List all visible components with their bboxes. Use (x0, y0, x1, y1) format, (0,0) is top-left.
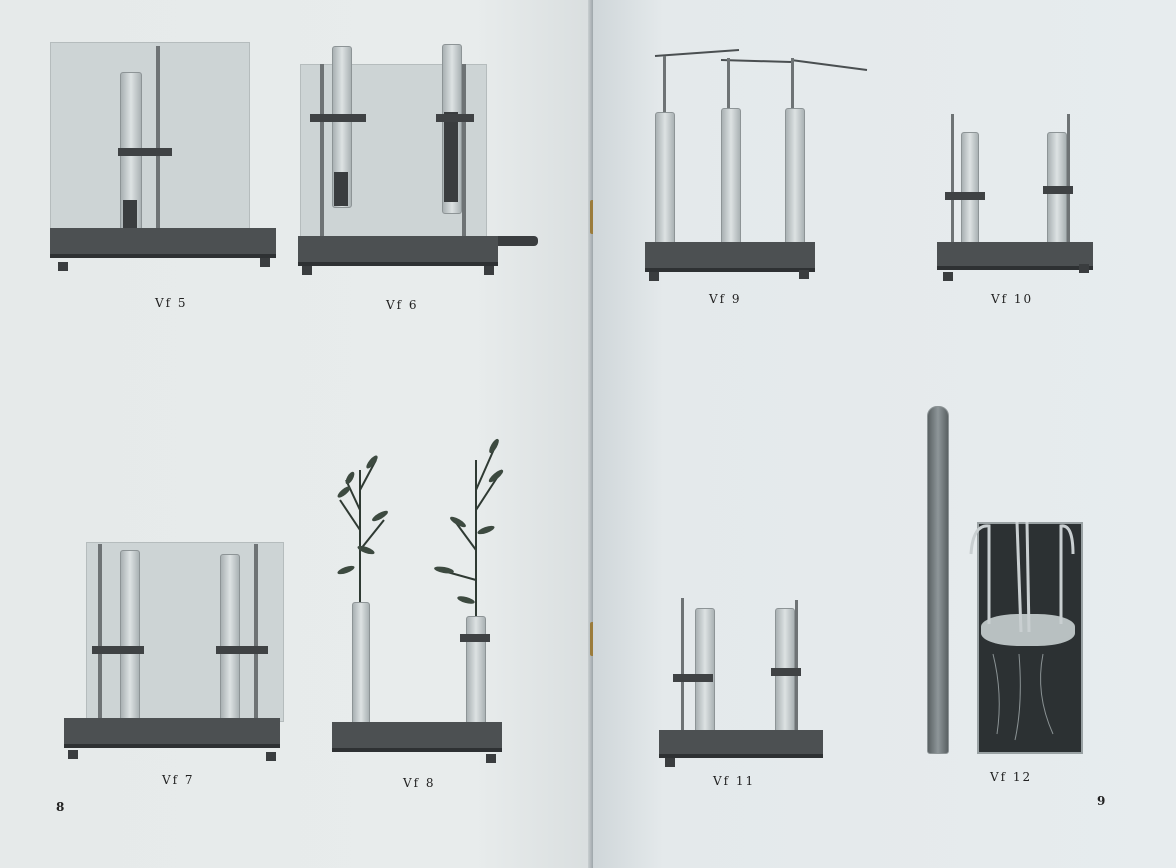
page-number-left: 8 (56, 800, 65, 814)
figure-vf6-photo (296, 42, 541, 282)
caption-vf9: Vf 9 (709, 292, 742, 306)
caption-vf7: Vf 7 (162, 773, 195, 787)
figure-vf11-photo (655, 596, 830, 768)
figure-vf5-photo (48, 40, 278, 280)
figure-vf12-photo (923, 404, 1093, 758)
caption-vf5: Vf 5 (155, 296, 188, 310)
page-number-right: 9 (1097, 794, 1106, 808)
caption-vf11: Vf 11 (713, 774, 756, 788)
figure-vf10-photo (935, 112, 1100, 284)
caption-vf10: Vf 10 (991, 292, 1034, 306)
right-page (593, 0, 1176, 868)
caption-vf12: Vf 12 (990, 770, 1033, 784)
lever-arms-drawing (641, 46, 871, 106)
caption-vf8: Vf 8 (403, 776, 436, 790)
jar-tubes-drawing (923, 404, 1093, 758)
figure-vf8-photo (326, 430, 536, 770)
caption-vf6: Vf 6 (386, 298, 419, 312)
figure-vf7-photo (62, 540, 287, 765)
figure-vf9-photo (641, 46, 871, 282)
